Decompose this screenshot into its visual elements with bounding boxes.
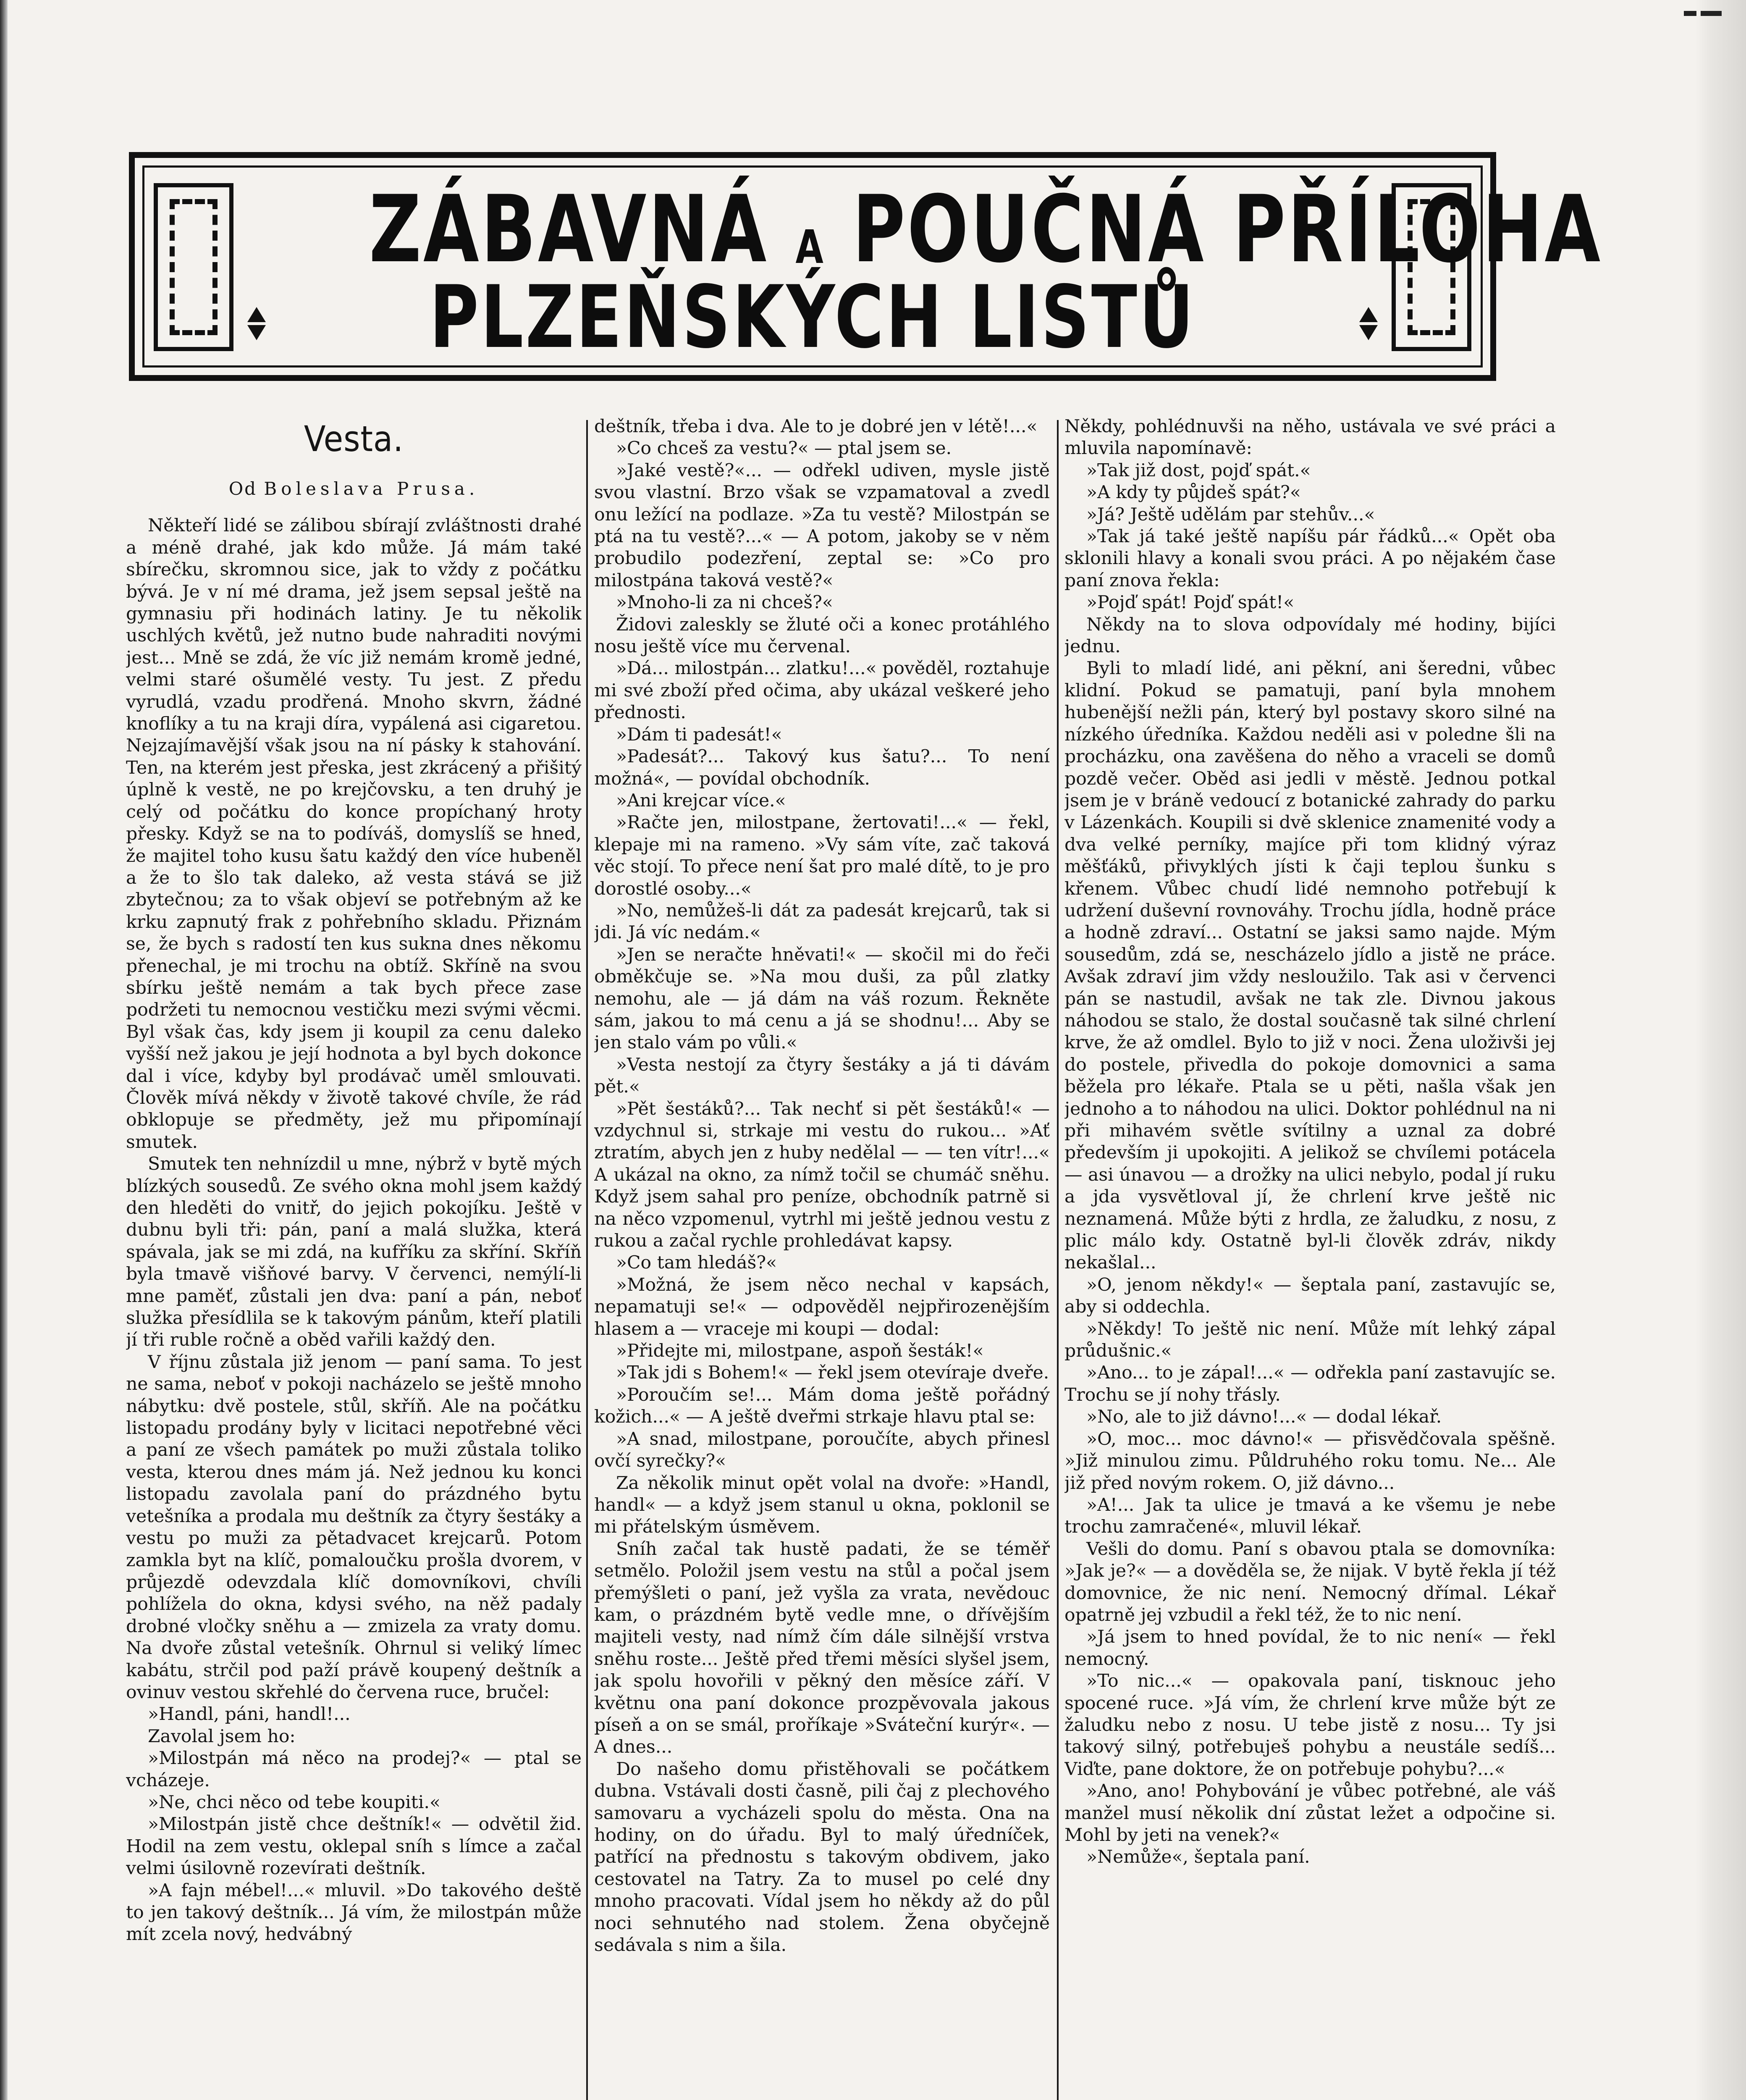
paragraph: »Jen se neračte hněvati!« — skočil mi do řeči obměkčuje se. »Na mou duši, za půl zlatky nemohu, ale — já dám na váš rozum. Řekněte sám, jakou to má cenu a já se shodnu!... Aby se jen stalo vám po vůli.« (594, 944, 1050, 1053)
paragraph: »No, nemůžeš-li dát za padesát krejcarů, tak si jdi. Já víc nedám.« (594, 900, 1050, 943)
paragraph: »Co tam hledáš?« (616, 1252, 777, 1273)
paragraph: »Mnoho-li za ni chceš?« (616, 592, 833, 613)
paragraph: »Poroučím se!... Mám doma ještě pořádný kožich...« — A ještě dveřmi strkaje hlavu ptal se: (594, 1384, 1050, 1428)
byline-prefix: Od (228, 478, 257, 499)
paragraph: »Dá... milostpán... zlatku!...« pověděl, roztahuje mi své zboží před očima, aby ukázal veškeré jeho přednosti. (594, 658, 1050, 723)
paragraph: »Tak již dost, pojď spát.« (1086, 460, 1311, 481)
triangle-down-icon-left (247, 325, 266, 340)
paragraph: Zavolal jsem ho: (148, 1726, 296, 1747)
paragraph: »A kdy ty půjdeš spát?« (1086, 482, 1301, 503)
paragraph: Někteří lidé se zálibou sbírají zvláštnosti drahé a méně drahé, jak kdo může. Já mám také sbírečku, skromnou sice, jak to vždy z počátku bývá. Je v ní mé drama, jež jsem sepsal ještě na gymnasiu při hodinách latiny. Je tu několik uschlých květů, jež nutno bude nahraditi novými jest... Mně se zdá, že víc již nemám kromě jedné, velmi staré ošumělé vesty. Tu jest. Z předu vyrudlá, vzadu prodřená. Mnoho skvrn, žádné knoflíky a tu na kraji díra, vypálená asi cigaretou. Nejzajímavější však jsou na ní pásky k stahování. Ten, na kterém jest přeska, jest zkrácený a přišitý úplně k vestě, ne po krejčovsku, a ten druhý je celý od počátku do konce propíchaný hroty přesky. Když se na to podíváš, domyslíš se hned, že majitel toho kusu šatu každý den více hubeněl a že to šlo tak daleko, až vesta stává se již zbytečnou; za to však objeví se potřebným až ke krku zapnutý frak z pohřebního skladu. Přiznám se, že bych s radostí ten kus sukna dnes někomu přenechal, je mi trochu na obtíž. Skříně na svou sbírku ještě nemám a tak bych přece zase podržeti tu nemocnou vestičku mezi svými věcmi. Byl však čas, kdy jsem ji koupil za cenu daleko vyšší než jakou je její hodnota a byl bych dokonce dal i více, kdyby byl prodávač uměl smlouvati. Člověk mívá někdy v životě takové chvíle, že rád obklopuje se předměty, jež mu připomínají smutek. (126, 515, 582, 1152)
paragraph: »Milostpán má něco na prodej?« — ptal se vcházeje. (126, 1748, 582, 1791)
article-byline (126, 478, 582, 500)
paragraph: »Ne, chci něco od tebe koupiti.« (148, 1792, 440, 1813)
paragraph: »Co chceš za vestu?« — ptal jsem se. (616, 438, 952, 459)
paragraph: »Dám ti padesát!« (616, 724, 782, 745)
paragraph: »A!... Jak ta ulice je tmavá a ke všemu je nebe trochu zamračené«, mluvil lékař. (1064, 1494, 1556, 1538)
paragraph: »Tak jdi s Bohem!« — řekl jsem otevíraje dveře. (616, 1362, 1049, 1383)
paragraph: »Pět šestáků?... Tak nechť si pět šestáků!« — vzdychnul si, strkaje mi vestu do rukou... »Ať ztratím, abych jen z huby nedělal — — ten vítr!...« A ukázal na okno, za nímž točil se chumáč sněhu. Když jsem sahal pro peníze, obchodník patrně si na něco vzpomenul, vytrhl mi ještě jednou vestu z rukou a začal rychle prohledávat kapsy. (594, 1098, 1050, 1252)
triangle-up-icon-left (247, 307, 266, 322)
paragraph: Do našeho domu přistěhovali se počátkem dubna. Vstávali dosti časně, pili čaj z plechového samovaru a vycházeli spolu do města. Ona na hodiny, on do úřadu. Byl to malý úředníček, patřící na přednostu s takovým obdivem, jako cestovatel na Tatry. Za to musel po celé dny mnoho pracovati. Vídal jsem ho někdy až do půl noci sehnutého nad stolem. Žena obyčejně sedávala s nim a šila. (594, 1759, 1050, 1956)
paragraph: V říjnu zůstala již jenom — paní sama. To jest ne sama, neboť v pokoji nacházelo se ještě mnoho nábytku: dvě postele, stůl, skříň. Ale na počátku listopadu prodány byly v licitaci nepotřebné věci a paní ze všech památek po muži zůstala toliko vesta, kterou dnes mám já. Než jednou ku konci listopadu zavolala paní do prázdného bytu vetešníka a prodala mu deštník za čtyry šestáky a vestu po muži za pětadvacet krejcarů. Potom zamkla byt na klíč, pomaloučku prošla dvorem, v průjezdě odevzdala klíč domovníkovi, chvíli pohlížela do okna, kdysi svého, na něž padaly drobné vločky sněhu a — zmizela za vraty domu. Na dvoře zůstal vetešník. Ohrnul si veliký límec kabátu, strčil pod paží právě koupený deštník a ovinuv vestou skřehlé do červena ruce, bručel: (126, 1352, 582, 1703)
paragraph: »To nic...« — opakovala paní, tisknouc jeho spocené ruce. »Já vím, že chrlení krve může být ze žaludku nebo z nosu. U tebe jistě z nosu... Ty jsi takový silný, potřebuješ pohybu a neustále sedíš... Viďte, pane doktore, že on potřebuje pohybu?...« (1064, 1671, 1556, 1780)
paragraph: »Nemůže«, šeptala paní. (1086, 1847, 1310, 1868)
paragraph: »Milostpán jistě chce deštník!« — odvětil žid. Hodil na zem vestu, oklepal sníh s límce a začal velmi úsilovně rozevírati deštník. (126, 1814, 582, 1879)
paragraph: deštník, třeba i dva. Ale to je dobré jen v létě!...« (594, 416, 1038, 437)
article-title: Vesta. (304, 418, 404, 459)
paragraph: »Ano, ano! Pohybování je vůbec potřebné, ale váš manžel musí několik dní zůstat ležet a odpočine si. Mohl by jeti na venek?« (1064, 1781, 1556, 1845)
paragraph: »Tak já také ještě napíšu pár řádků...« Opět oba sklonili hlavy a konali svou práci. A po nějakém čase paní znova řekla: (1064, 526, 1556, 591)
article-column-1 (126, 416, 582, 2100)
masthead-word-poucna-priloha: POUČNÁ PŘÍLOHA (852, 176, 1602, 283)
paragraph: »Handl, páni, handl!... (148, 1704, 351, 1725)
paragraph: »Vesta nestojí za čtyry šestáky a já ti dávám pět.« (594, 1054, 1050, 1097)
paragraph: »O, jenom někdy!« — šeptala paní, zastavujíc se, aby si oddechla. (1064, 1274, 1556, 1318)
scan-edge-right (1696, 0, 1746, 2100)
paragraph: »A fajn mébel!...« mluvil. »Do takového deště to jen takový deštník... Já vím, že milostpán může mít zcela nový, hedvábný (126, 1880, 582, 1945)
paragraph: »Ani krejcar více.« (616, 790, 786, 811)
printer-mark (1684, 0, 1722, 25)
paragraph: Židovi zaleskly se žluté oči a konec protáhlého nosu ještě více mu červenal. (594, 614, 1050, 657)
paragraph: »Ano... to je zápal!...« — odřekla paní zastavujíc se. Trochu se jí nohy třásly. (1064, 1362, 1556, 1405)
triangle-up-icon-right (1359, 307, 1378, 322)
paragraph: »Já jsem to hned povídal, že to nic není« — řekl nemocný. (1064, 1627, 1556, 1670)
masthead-word-zabavna: ZÁBAVNÁ (369, 176, 769, 283)
paragraph: »Možná, že jsem něco nechal v kapsách, nepamatuji se!« — odpověděl nejpřirozenějším hlasem a — vraceje mi koupi — dodal: (594, 1274, 1050, 1339)
paragraph: »Račte jen, milostpane, žertovati!...« — řekl, klepaje mi na rameno. »Vy sám víte, zač taková věc stojí. To přece není šat pro malé dítě, to je pro dorostlé osoby...« (594, 812, 1050, 899)
ornament-left (154, 183, 233, 351)
paragraph: »Přidejte mi, milostpane, aspoň šesták!« (616, 1341, 984, 1362)
paragraph: Sníh začal tak hustě padati, že se téměř setmělo. Položil jsem vestu na stůl a počal jsem přemýšleti o paní, jež vyšla za vrata, nevědouc kam, o prázdném bytě vedle mne, o dřívějším majiteli vesty, nad nímž čím dále silnější vrstva sněhu roste... Ještě před třemi měsíci slyšel jsem, jak spolu hovořili v pěkný den měsíce září. V květnu ona paní dokonce prozpěvovala jakous píseň a on se smál, proříkaje »Sváteční kurýr«. — A dnes... (594, 1538, 1050, 1758)
paragraph: »No, ale to již dávno!...« — dodal lékař. (1086, 1407, 1442, 1428)
paragraph: Byli to mladí lidé, ani pěkní, ani šeredni, vůbec klidní. Pokud se pamatuji, paní byla mnohem hubenější nežli pán, který byl postavy skoro silné na nízkého úředníka. Každou neděli asi v poledne šli na procházku, ona zavěšena do něho a vraceli se domů pozdě večer. Oběd asi jedli v městě. Jednou potkal jsem je v bráně vedoucí z botanické zahrady do parku v Lázenkách. Koupili si dvě sklenice znamenité vody a dva velké perníky, majíce při tom klidný výraz měšťáků, přivyklých jísti k čaji teplou šunku s křenem. Vůbec chudí lidé nemnoho potřebují k udržení duševní rovnováhy. Trochu jídla, hodně práce a hodně zdraví... Ostatní se jaksi samo najde. Mým sousedům, zdá se, nescházelo jídlo a jistě ne práce. Avšak zdraví jim vždy nesloužilo. Tak asi v červenci pán se nastudil, avšak ne tak zle. Divnou jakous náhodou se stalo, že dostal současně tak silné chrlení krve, že až omdlel. Bylo to již v noci. Žena uloživši jej do postele, přivedla do pokoje domovnici a sama běžela pro lékaře. Ptala se u pěti, našla však jen jednoho a to náhodou na ulici. Doktor pohlédnul na ni při mihavém světle svítilny a uznal za dobré především ji upokojiti. A jelikož se chvílemi potácela — asi únavou — a drožky na ulici nebylo, podal jí ruku a jda vysvětloval jí, že chrlení krve ještě nic neznamená. Může býti z hrdla, ze žaludku, z nosu, z plic málo kdy. Ostatně byl-li člověk zdráv, nikdy nekašlal... (1064, 658, 1556, 1273)
triangle-down-icon-right (1359, 325, 1378, 340)
article-column-3 (1064, 416, 1556, 2100)
masthead (129, 152, 1602, 381)
masthead-word-a: A (795, 220, 826, 274)
masthead-title-line2: PLZEŇSKÝCH LISTŮ (429, 268, 1196, 368)
byline-author: Boleslava Prusa. (264, 478, 479, 499)
column-rule-2 (1057, 420, 1059, 2100)
paragraph: »Padesát?... Takový kus šatu?... To není možná«, — povídal obchodník. (594, 746, 1050, 789)
paragraph: »O, moc... moc dávno!« — přisvědčovala spěšně. »Již minulou zimu. Půldruhého roku tomu. Ne... Ale již před novým rokem. O, již dávno... (1064, 1428, 1556, 1494)
article-column-2 (594, 416, 1050, 2100)
paragraph: Někdy na to slova odpovídaly mé hodiny, bijíci jednu. (1064, 614, 1556, 657)
paragraph: Za několik minut opět volal na dvoře: »Handl, handl« — a když jsem stanul u okna, poklonil se mi přátelským úsměvem. (594, 1473, 1050, 1538)
paragraph: Někdy, pohlédnuvši na něho, ustávala ve své práci a mluvila napomínavě: (1064, 416, 1556, 459)
paragraph: »Jaké vestě?«... — odřekl udiven, mysle jistě svou vlastní. Brzo však se vzpamatoval a zvedl onu ležící na podlaze. »Za tu vestě? Milostpán se ptá na tu vestě?...« — A potom, jakoby se v něm probudilo podezření, zeptal se: »Co pro milostpána taková vestě?« (594, 460, 1050, 591)
paragraph: »A snad, milostpane, poroučíte, abych přinesl ovčí syrečky?« (594, 1428, 1050, 1472)
scan-edge-left (0, 0, 8, 2100)
paragraph: »Já? Ještě udělám par stehův...« (1086, 504, 1375, 525)
paragraph: Smutek ten nehnízdil u mne, nýbrž v bytě mých blízkých sousedů. Ze svého okna mohl jsem každý den hleděti do vnitř, do jejich pokojíku. Ještě v dubnu byli tři: pán, paní a malá služka, která spávala, jak se mi zdá, na kufříku za skříní. Skříň byla tmavě višňové barvy. V červenci, nemýlí-li mne paměť, zůstali jen dva: paní a pán, neboť služka přesídlila se k takovým pánům, kteří platili jí tři ruble ročně a oběd vařili každý den. (126, 1154, 582, 1351)
column-rule-1 (586, 420, 588, 2100)
paragraph: »Pojď spát! Pojď spát!« (1086, 592, 1295, 613)
paragraph: »Někdy! To ještě nic není. Může mít lehký zápal průdušnic.« (1064, 1318, 1556, 1362)
paragraph: Vešli do domu. Paní s obavou ptala se domovníka: »Jak je?« — a dověděla se, že nijak. V bytě řekla jí též domovnice, že nic není. Nemocný dřímal. Lékař opatrně jej vzbudil a řekl též, že to nic není. (1064, 1538, 1556, 1625)
